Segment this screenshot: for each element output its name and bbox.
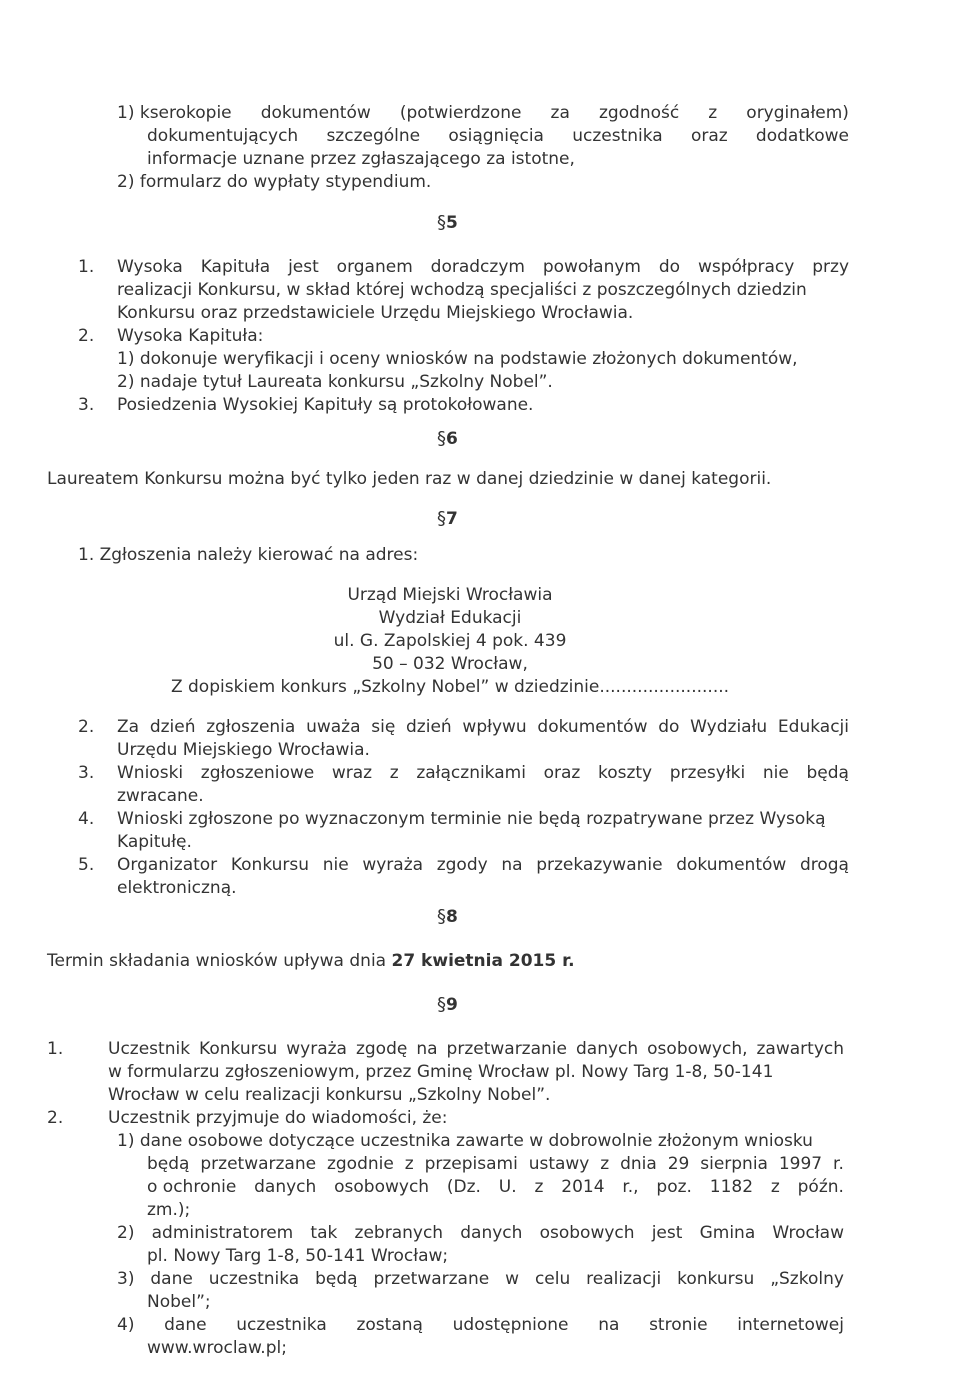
s9-sub4-line2: www.wroclaw.pl; — [147, 1338, 287, 1358]
word: „Szkolny — [770, 1269, 844, 1289]
word: osiągnięcia — [448, 126, 544, 146]
section-symbol: § — [437, 508, 446, 529]
word: realizacji — [586, 1269, 662, 1289]
word: do — [658, 257, 681, 277]
word: z — [708, 103, 718, 123]
word: na — [598, 1315, 620, 1335]
word: uważa — [306, 717, 361, 737]
word: zgody — [436, 855, 488, 875]
address-line-3: ul. G. Zapolskiej 4 pok. 439 — [333, 631, 567, 651]
s7-p1: 1. Zgłoszenia należy kierować na adres: — [78, 545, 419, 565]
s5-p1-line3: Konkursu oraz przedstawiciele Urzędu Miejskiego Wrocławia. — [117, 303, 634, 323]
word: jest — [651, 1223, 683, 1243]
section-7-heading — [437, 508, 458, 529]
s7-p5-line2: elektroniczną. — [117, 878, 237, 898]
word: sierpnia — [700, 1154, 768, 1174]
section-6-heading — [437, 428, 458, 449]
word: załącznikami — [416, 763, 526, 783]
word: będą — [147, 1154, 190, 1174]
section-8-heading — [437, 906, 458, 927]
section-symbol: § — [437, 212, 446, 233]
word: 2) — [117, 1223, 135, 1243]
section-number: 5 — [446, 213, 458, 233]
word: Wysoka — [117, 257, 183, 277]
word: osobowych — [334, 1177, 430, 1197]
section-5-heading — [437, 212, 458, 233]
s9-sub1-line2 — [147, 1153, 844, 1175]
word: 4) — [117, 1315, 135, 1335]
word: przesyłki — [669, 763, 746, 783]
word: w — [505, 1269, 520, 1289]
word: będą — [806, 763, 849, 783]
section-9-heading — [437, 994, 458, 1015]
top-item1-line3: informacje uznane przez zgłaszającego za istotne, — [147, 149, 575, 169]
word: będą — [315, 1269, 358, 1289]
word: ustawy — [528, 1154, 590, 1174]
s7-p5-num: 5. — [78, 855, 95, 875]
s5-p2-num: 2. — [78, 326, 95, 346]
s9-p1-line3: Wrocław w celu realizacji konkursu „Szkolny Nobel”. — [108, 1085, 551, 1105]
word: się — [371, 717, 396, 737]
word: Konkursu — [199, 1039, 278, 1059]
word: udostępnione — [452, 1315, 569, 1335]
section-number: 7 — [446, 509, 458, 529]
s9-sub1-line1: 1) dane osobowe dotyczące uczestnika zawarte w dobrowolnie złożonym wniosku — [117, 1131, 813, 1151]
word: na — [416, 1039, 438, 1059]
s9-p2-text: Uczestnik przyjmuje do wiadomości, że: — [108, 1108, 448, 1128]
s7-p3-line2: zwracane. — [117, 786, 204, 806]
s7-p3-num: 3. — [78, 763, 95, 783]
word: wyraża — [362, 855, 424, 875]
word: z — [404, 1154, 414, 1174]
s5-p2-sub1: 1) dokonuje weryfikacji i oceny wniosków na podstawie złożonych dokumentów, — [117, 349, 798, 369]
word: organem — [336, 257, 413, 277]
word: zgłoszeniowe — [200, 763, 315, 783]
word: r. — [833, 1154, 844, 1174]
s8-text-prefix: Termin składania wniosków upływa dnia — [47, 951, 392, 971]
word: 2014 — [561, 1177, 605, 1197]
s7-p2-num: 2. — [78, 717, 95, 737]
word: Wnioski — [117, 763, 184, 783]
word: z — [770, 1177, 780, 1197]
s9-p1-line1 — [108, 1038, 844, 1060]
word: dnia — [620, 1154, 657, 1174]
word: r., — [622, 1177, 639, 1197]
s7-p2-line2: Urzędu Miejskiego Wrocławia. — [117, 740, 370, 760]
section-number: 6 — [446, 429, 458, 449]
word: Gmina — [699, 1223, 756, 1243]
word: 3) — [117, 1269, 135, 1289]
s9-sub2-line2: pl. Nowy Targ 1-8, 50-141 Wrocław; — [147, 1246, 449, 1266]
deadline-date: 27 kwietnia 2015 r. — [391, 951, 575, 971]
s5-p2-text: Wysoka Kapituła: — [117, 326, 264, 346]
word: powołanym — [542, 257, 641, 277]
word: przetwarzane — [200, 1154, 317, 1174]
word: przetwarzane — [373, 1269, 490, 1289]
word: dokumentujących — [147, 126, 299, 146]
word: z — [600, 1154, 610, 1174]
s9-sub2-line1 — [117, 1222, 844, 1244]
word: (potwierdzone — [399, 103, 522, 123]
word: danych — [460, 1223, 523, 1243]
word: Kapituła — [200, 257, 271, 277]
top-item1-line1 — [117, 102, 849, 124]
word: wraz — [331, 763, 373, 783]
s5-p3-num: 3. — [78, 395, 95, 415]
s7-p4-line1: Wnioski zgłoszone po wyznaczonym terminie nie będą rozpatrywane przez Wysoką — [117, 809, 826, 829]
word: 1997 — [778, 1154, 823, 1174]
s7-p4-num: 4. — [78, 809, 95, 829]
section-symbol: § — [437, 994, 446, 1015]
word: z — [534, 1177, 544, 1197]
s9-p1-line2: w formularzu zgłoszeniowym, przez Gminę Wrocław pl. Nowy Targ 1-8, 50-141 — [108, 1062, 774, 1082]
word: Organizator — [117, 855, 218, 875]
word: dzień — [149, 717, 196, 737]
word: Uczestnik — [108, 1039, 191, 1059]
word: zgodnie — [326, 1154, 394, 1174]
word: z — [389, 763, 399, 783]
s9-p1-num: 1. — [47, 1039, 64, 1059]
s9-p2-num: 2. — [47, 1108, 64, 1128]
word: drogą — [799, 855, 849, 875]
word: późn. — [797, 1177, 844, 1197]
word: 1) kserokopie — [117, 103, 232, 123]
word: Wydziału — [690, 717, 768, 737]
s5-p1-line2: realizacji Konkursu, w skład której wchodzą specjaliści z poszczególnych dziedzin — [117, 280, 807, 300]
word: przetwarzanie — [446, 1039, 567, 1059]
word: nie — [762, 763, 789, 783]
word: jest — [288, 257, 319, 277]
word: stronie — [649, 1315, 708, 1335]
word: U. — [498, 1177, 517, 1197]
word: zebranych — [354, 1223, 444, 1243]
word: przy — [812, 257, 849, 277]
word: 29 — [667, 1154, 690, 1174]
word: Edukacji — [777, 717, 849, 737]
word: zostaną — [356, 1315, 423, 1335]
word: nie — [322, 855, 349, 875]
word: na — [501, 855, 523, 875]
word: oryginałem) — [746, 103, 849, 123]
word: osobowych, — [647, 1039, 748, 1059]
s9-sub1-line3 — [147, 1176, 844, 1198]
word: uczestnika — [236, 1315, 327, 1335]
s5-p1-num: 1. — [78, 257, 95, 277]
s6-text: Laureatem Konkursu można być tylko jeden raz w danej dziedzinie w danej kategorii. — [47, 469, 772, 489]
word: osobowych — [539, 1223, 635, 1243]
s9-sub3-line1 — [117, 1268, 844, 1290]
word: celu — [534, 1269, 571, 1289]
word: internetowej — [737, 1315, 844, 1335]
word: dodatkowe — [755, 126, 849, 146]
word: (Dz. — [446, 1177, 481, 1197]
word: dane — [150, 1269, 193, 1289]
word: współpracy — [697, 257, 795, 277]
address-line-4: 50 – 032 Wrocław, — [372, 654, 528, 674]
s5-p3-text: Posiedzenia Wysokiej Kapituły są protokołowane. — [117, 395, 534, 415]
word: za — [550, 103, 570, 123]
word: oraz — [543, 763, 581, 783]
section-symbol: § — [437, 428, 446, 449]
word: Za — [117, 717, 140, 737]
address-line-2: Wydział Edukacji — [378, 608, 522, 628]
word: Konkursu — [230, 855, 310, 875]
address-line-5: Z dopiskiem konkurs „Szkolny Nobel” w dziedzinie........................ — [170, 677, 730, 697]
s5-p1-line1 — [117, 256, 849, 278]
section-number: 8 — [446, 907, 458, 927]
word: zawartych — [756, 1039, 844, 1059]
word: przekazywanie — [536, 855, 663, 875]
word: danych — [575, 1039, 639, 1059]
s7-p4-line2: Kapitułę. — [117, 832, 192, 852]
word: doradczym — [430, 257, 525, 277]
word: danych — [254, 1177, 317, 1197]
word: oraz — [690, 126, 728, 146]
word: szczególne — [326, 126, 421, 146]
word: uczestnika — [572, 126, 663, 146]
s8-text — [47, 950, 575, 972]
word: administratorem — [151, 1223, 294, 1243]
word: dzień — [406, 717, 452, 737]
s7-p2-line1 — [117, 716, 849, 738]
word: uczestnika — [208, 1269, 300, 1289]
word: zgodę — [355, 1039, 408, 1059]
top-item1-line2 — [147, 125, 849, 147]
word: Wrocław — [772, 1223, 844, 1243]
section-number: 9 — [446, 995, 458, 1015]
word: o ochronie — [147, 1177, 237, 1197]
word: wpływu — [462, 717, 527, 737]
word: tak — [310, 1223, 338, 1243]
word: zgłoszenia — [206, 717, 296, 737]
word: dokumentów — [537, 717, 648, 737]
s9-sub4-line1 — [117, 1314, 844, 1336]
s7-p5-line1 — [117, 854, 849, 876]
word: dokumentów — [260, 103, 371, 123]
word: zgodność — [598, 103, 680, 123]
word: koszty — [597, 763, 653, 783]
s9-sub1-line4: zm.); — [147, 1200, 191, 1220]
top-item2: 2) formularz do wypłaty stypendium. — [117, 172, 432, 192]
word: przepisami — [424, 1154, 518, 1174]
address-line-1: Urząd Miejski Wrocławia — [347, 585, 553, 605]
word: konkursu — [677, 1269, 755, 1289]
word: 1182 — [709, 1177, 754, 1197]
word: wyraża — [286, 1039, 347, 1059]
s5-p2-sub2: 2) nadaje tytuł Laureata konkursu „Szkolny Nobel”. — [117, 372, 553, 392]
section-symbol: § — [437, 906, 446, 927]
word: poz. — [656, 1177, 692, 1197]
word: do — [658, 717, 680, 737]
word: dane — [164, 1315, 207, 1335]
word: dokumentów — [676, 855, 787, 875]
s7-p3-line1 — [117, 762, 849, 784]
s9-sub3-line2: Nobel”; — [147, 1292, 211, 1312]
